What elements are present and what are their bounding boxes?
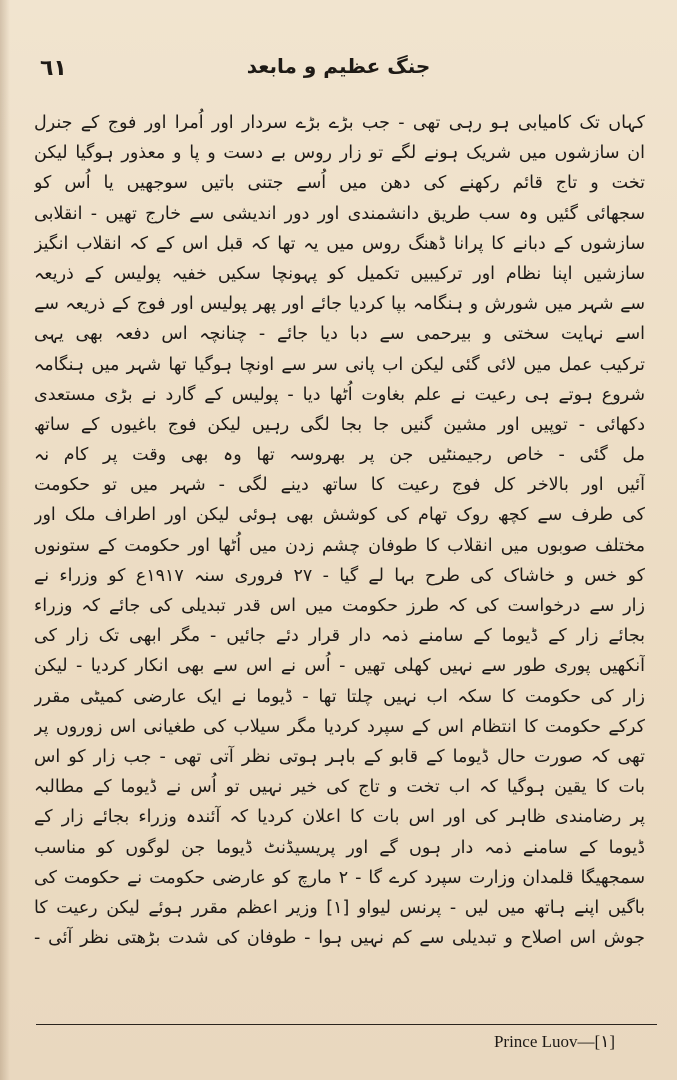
text-line: بجائے زار کے ڈیوما کے سامنے ذمہ دار قرار دئے جائیں - مگر ابھی تک زار کی <box>34 626 645 647</box>
text-line: کی طرف سے کچھ روک تھام کی کوشش بھی ہوئی لیکن اور اطراف ملک اور <box>34 505 645 526</box>
page-header <box>30 52 647 88</box>
text-line: سازشوں کے دبانے کا پرانا ڈھنگ روس میں یہ تھا کہ قبل اس کے کہ انقلاب انگیز <box>34 233 645 254</box>
text-line: سجھائی گئیں وہ سب طریق دانشمندی اور دور اندیشی سے خارج تھیں - انقلابی <box>34 203 645 224</box>
text-line: آئیں اور بالاخر کل فوج رعیت کا ساتھ دینے لگی - شہر میں تو حکومت <box>34 475 645 496</box>
text-line: ڈیوما کے سامنے ذمہ دار ہوں گے اور پریسیڈنٹ ڈیوما جن لوگوں کو مناسب <box>34 837 645 858</box>
page-number: ٦١ <box>40 56 67 81</box>
text-line: تھی کہ صورت حال ڈیوما کے قابو کے باہر ہوتی نظر آتی تھی - جب زار کو اس <box>34 746 645 767</box>
text-line: کو خس و خاشاک کی طرح بہا لے گیا - ۲۷ فروری سنہ ۱۹۱۷ع کو وزراء نے <box>34 565 645 586</box>
running-title: جنگ عظیم و مابعد <box>246 54 431 78</box>
footnote-rule <box>36 1024 657 1025</box>
text-line: اسے نہایت سختی و بیرحمی سے دبا دیا جائے - چنانچہ اس دفعہ بھی یہی <box>34 324 645 345</box>
text-line: سازشیں اپنا نظام اور ترکیبیں تکمیل کو پہونچا سکیں خفیہ پولیس کے ذریعہ <box>34 263 645 284</box>
text-line: سمجھیگا قلمدان وزارت سپرد کرے گا - ۲ مارچ کو عارضی حکومت نے حکومت کی <box>34 867 645 888</box>
text-line: مل گئی - خاص رجیمنٹیں جن پر بھروسہ تھا وہ بھی وقت پر کام نہ <box>34 445 645 466</box>
text-line: مختلف صوبوں میں انقلاب کا طوفان چشم زدن میں اُٹھا اور حکومت کے ستونوں <box>34 535 645 556</box>
page-edge-shadow <box>0 0 10 1080</box>
text-line: زار سے درخواست کی کہ طرز حکومت میں اس قدر تبدیلی کی جائے کہ وزراء <box>34 596 645 616</box>
text-line: ترکیب عمل میں لائی گئی لیکن اب پانی سر سے اونچا ہوگیا تھا شہر میں ہنگامہ <box>34 354 645 375</box>
text-line: دکھائی - توپیں اور مشین گنیں جا بجا لگی رہیں لیکن فوج باغیوں کے ساتھ <box>34 414 645 435</box>
text-line: آنکھیں پوری طور سے نہیں کھلی تھیں - اُس نے اس سے بھی انکار کردیا - لیکن <box>34 656 645 677</box>
text-line: بات کا یقین ہوگیا کہ اب تخت و تاج کی خیر نہیں تو اُس نے ڈیوما کے مطالبہ <box>34 777 645 798</box>
footnote: Prince Luov—[۱] <box>493 1032 615 1051</box>
text-line: کہاں تک کامیابی ہو رہی تھی - جب بڑے بڑے سردار اور اُمرا اور فوج کے جنرل <box>34 113 645 133</box>
text-line: شروع ہوتے ہی رعیت نے علم بغاوت اُٹھا دیا - پولیس کے گارد نے بڑی مستعدی <box>34 384 645 405</box>
text-line: زار کی حکومت کا سکہ اب نہیں چلتا تھا - ڈیوما نے ایک عارضی کمیٹی مقرر <box>34 686 645 707</box>
text-line: تخت و تاج قائم رکھنے کی دھن میں اُسے جتنی باتیں سوجھیں یا اُس کو <box>34 173 645 194</box>
text-line: باگیں اپنے ہاتھ میں لیں - پرنس لیواو [۱] وزیر اعظم مقرر ہوئے لیکن رعیت کا <box>34 897 645 918</box>
text-line: سے شہر میں شورش و ہنگامہ بپا کردیا جائے اور پھر پولیس اور فوج کے ذریعہ سے <box>34 294 645 315</box>
text-line: پر رضامندی ظاہر کی اور اس بات کا اعلان کردیا کہ آئندہ وزراء بجائے زار کے <box>34 807 645 828</box>
text-line: جوش اس اصلاح و تبدیلی سے کم نہیں ہوا - طوفان کی شدت بڑھتی نظر آئی - <box>34 928 645 949</box>
text-line: کرکے حکومت کا انتظام اس کے سپرد کردیا مگر سیلاب کی طغیانی اس زوروں پر <box>34 716 645 737</box>
body-text <box>34 108 645 953</box>
text-line: ان سازشوں میں شریک ہونے لگے تو زار روس بے دست و پا و معذور ہوگیا لیکن <box>34 143 645 164</box>
